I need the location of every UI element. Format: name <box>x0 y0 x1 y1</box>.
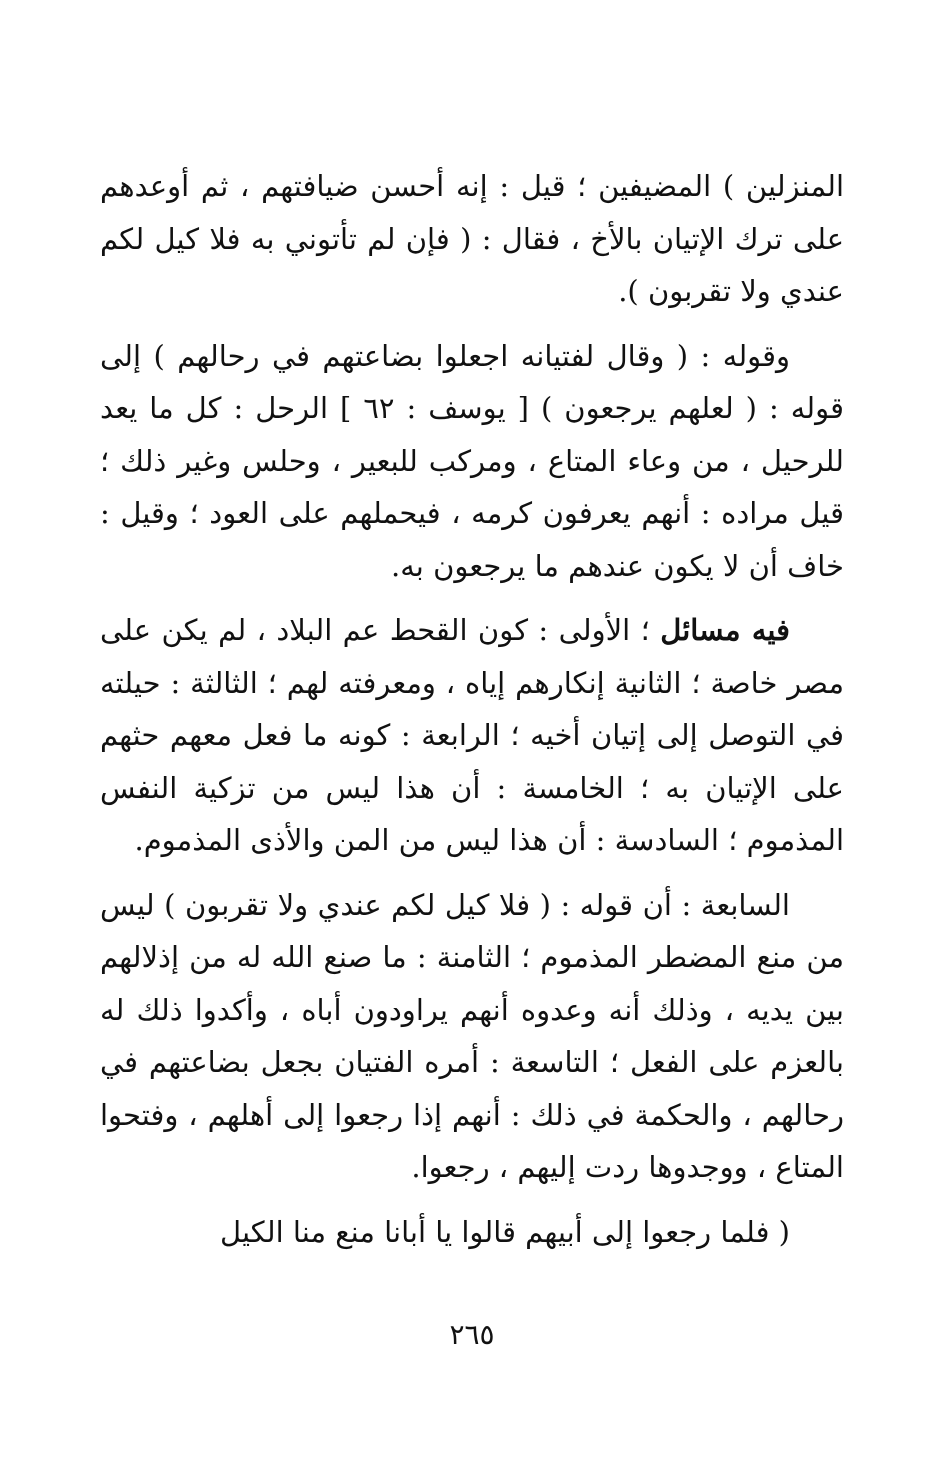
paragraph-3 <box>100 604 844 867</box>
paragraph-3-lead: فيه مسائل <box>660 613 790 647</box>
paragraph-4-text: السابعة : أن قوله : ( فلا كيل لكم عندي ولا تقربون ) ليس من منع المضطر المذموم ؛ الثامنة : ما صنع الله له من إذلالهم بين يديه ، وذلك أنه وعدوه أنهم يراودون أباه ، وأكدوا ذلك له بالعزم على الفعل ؛ التاسعة : أمره الفتيان بجعل بضاعتهم في رحالهم ، والحكمة في ذلك : أنهم إذا رجعوا إلى أهلهم ، وفتحوا المتاع ، ووجدوها ردت إليهم ، رجعوا. <box>100 887 844 1184</box>
page-number: ٢٦٥ <box>449 1318 495 1351</box>
paragraph-3-text: ؛ الأولى : كون القحط عم البلاد ، لم يكن على مصر خاصة ؛ الثانية إنكارهم إياه ، ومعرفته لهم ؛ الثالثة : حيلته في التوصل إلى إتيان أخيه ؛ الرابعة : كونه ما فعل معهم حثهم على الإتيان به ؛ الخامسة : أن هذا ليس من تزكية النفس المذموم ؛ السادسة : أن هذا ليس من المن والأذى المذموم. <box>100 613 844 857</box>
paragraph-4 <box>100 879 844 1194</box>
paragraph-1 <box>100 160 844 318</box>
paragraph-5 <box>100 1206 844 1259</box>
paragraph-5-text: ( فلما رجعوا إلى أبيهم قالوا يا أبانا منع منا الكيل <box>220 1214 790 1249</box>
paragraph-2-text: وقوله : ( وقال لفتيانه اجعلوا بضاعتهم في رحالهم ) إلى قوله : ( لعلهم يرجعون ) [ يوسف : ٦٢ ] الرحل : كل ما يعد للرحيل ، من وعاء المتاع ، ومركب للبعير ، وحلس وغير ذلك ؛ قيل مراده : أنهم يعرفون كرمه ، فيحملهم على العود ؛ وقيل : خاف أن لا يكون عندهم ما يرجعون به. <box>100 338 844 583</box>
page-body <box>100 160 844 1258</box>
paragraph-2 <box>100 330 844 593</box>
paragraph-1-text: المنزلين ) المضيفين ؛ قيل : إنه أحسن ضيافتهم ، ثم أوعدهم على ترك الإتيان بالأخ ، فقال : ( فإن لم تأتوني به فلا كيل لكم عندي ولا تقربون ). <box>100 169 844 308</box>
